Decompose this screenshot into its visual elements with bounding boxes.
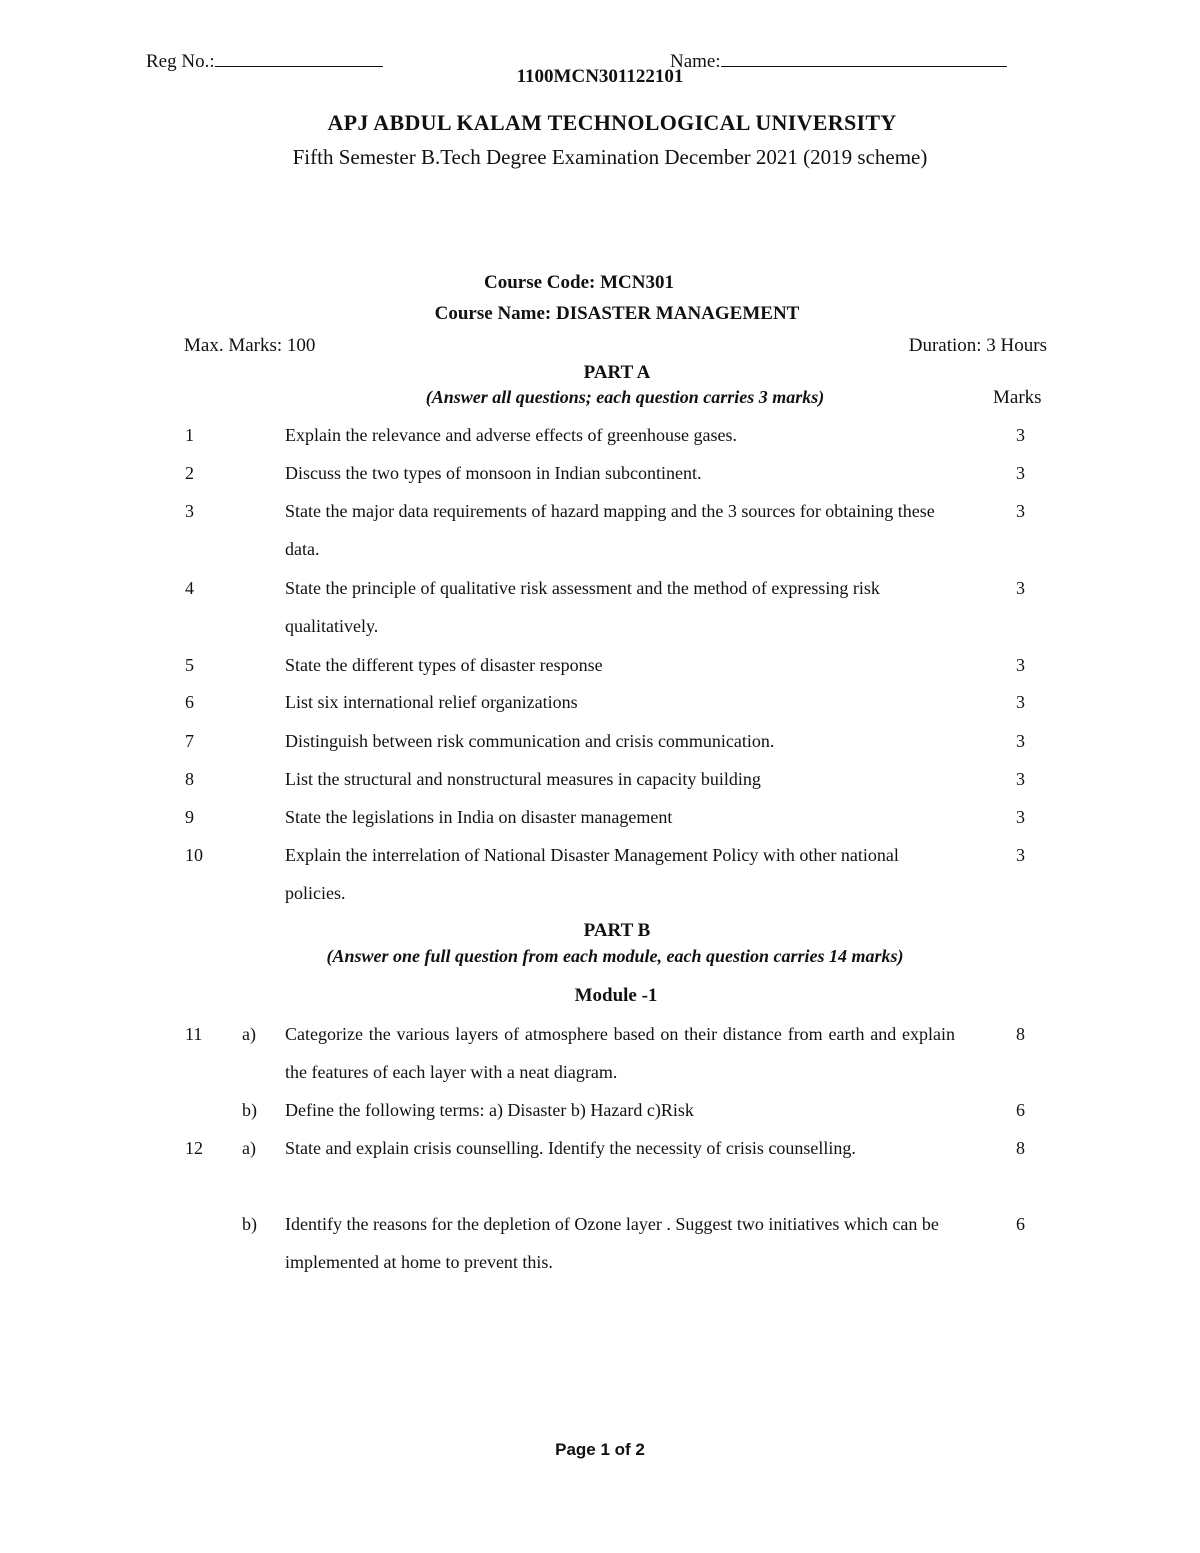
name-blank xyxy=(721,48,1007,67)
question-number: 10 xyxy=(185,845,203,865)
question-marks: 3 xyxy=(1016,769,1025,789)
question-text: Explain the relevance and adverse effects of greenhouse gases. xyxy=(285,425,737,445)
question-number: 5 xyxy=(185,655,194,675)
question-marks: 3 xyxy=(1016,807,1025,827)
question-number: 12 xyxy=(185,1138,203,1158)
question-text: State the principle of qualitative risk assessment and the method of expressing risk qualitatively. xyxy=(285,578,880,636)
question-text: Categorize the various layers of atmosphere based on their distance from earth and explain the features of each layer with a neat diagram. xyxy=(285,1024,955,1082)
course-code: Course Code: MCN301 xyxy=(484,272,674,293)
question-number: 7 xyxy=(185,731,194,751)
part-a-heading: PART A xyxy=(583,362,651,383)
question-text: Distinguish between risk communication and crisis communication. xyxy=(285,731,775,751)
question-number: 1 xyxy=(185,425,194,445)
question-marks: 6 xyxy=(1016,1100,1025,1120)
sub-question-label: b) xyxy=(242,1100,257,1120)
question-text: Identify the reasons for the depletion of Ozone layer . Suggest two initiatives which can be implemented at home to prevent this. xyxy=(285,1214,939,1272)
question-marks: 6 xyxy=(1016,1214,1025,1234)
sub-question-label: a) xyxy=(242,1138,256,1158)
question-marks: 8 xyxy=(1016,1024,1025,1044)
question-marks: 3 xyxy=(1016,655,1025,675)
question-marks: 3 xyxy=(1016,845,1025,865)
question-number: 3 xyxy=(185,501,194,521)
part-b-heading: PART B xyxy=(583,920,651,941)
reg-no-label: Reg No.: xyxy=(146,51,215,72)
question-number: 6 xyxy=(185,692,194,712)
university-title: APJ ABDUL KALAM TECHNOLOGICAL UNIVERSITY xyxy=(327,110,897,135)
question-marks: 3 xyxy=(1016,463,1025,483)
question-text: List six international relief organizations xyxy=(285,692,578,712)
max-marks: Max. Marks: 100 xyxy=(184,335,316,356)
sub-question-label: a) xyxy=(242,1024,256,1044)
question-text: Define the following terms: a) Disaster b) Hazard c)Risk xyxy=(285,1100,694,1120)
question-marks: 3 xyxy=(1016,578,1025,598)
question-marks: 8 xyxy=(1016,1138,1025,1158)
question-text: State the legislations in India on disaster management xyxy=(285,807,673,827)
question-number: 9 xyxy=(185,807,194,827)
part-b-instruction: (Answer one full question from each module, each question carries 14 marks) xyxy=(326,946,904,966)
question-text: Explain the interrelation of National Disaster Management Policy with other national policies. xyxy=(285,845,899,903)
question-number: 2 xyxy=(185,463,194,483)
exam-title: Fifth Semester B.Tech Degree Examination December 2021 (2019 scheme) xyxy=(292,145,928,169)
paper-code: 1100MCN301122101 xyxy=(516,66,684,87)
module-heading: Module -1 xyxy=(574,985,658,1006)
sub-question-label: b) xyxy=(242,1214,257,1234)
question-marks: 3 xyxy=(1016,425,1025,445)
course-name: Course Name: DISASTER MANAGEMENT xyxy=(434,303,800,324)
question-number: 8 xyxy=(185,769,194,789)
question-marks: 3 xyxy=(1016,731,1025,751)
question-marks: 3 xyxy=(1016,692,1025,712)
question-text: State and explain crisis counselling. Identify the necessity of crisis counselling. xyxy=(285,1138,856,1158)
question-text: State the different types of disaster response xyxy=(285,655,603,675)
question-marks: 3 xyxy=(1016,501,1025,521)
question-text: State the major data requirements of hazard mapping and the 3 sources for obtaining these data. xyxy=(285,501,935,559)
marks-column-header: Marks xyxy=(993,387,1042,408)
reg-no-blank xyxy=(215,48,383,67)
duration: Duration: 3 Hours xyxy=(908,335,1047,356)
name-label: Name: xyxy=(670,51,721,72)
part-a-instruction: (Answer all questions; each question carries 3 marks) xyxy=(425,387,825,407)
question-text: Discuss the two types of monsoon in Indian subcontinent. xyxy=(285,463,702,483)
question-number: 4 xyxy=(185,578,194,598)
page-number: Page 1 of 2 xyxy=(555,1440,645,1459)
question-number: 11 xyxy=(185,1024,203,1044)
question-text: List the structural and nonstructural measures in capacity building xyxy=(285,769,761,789)
